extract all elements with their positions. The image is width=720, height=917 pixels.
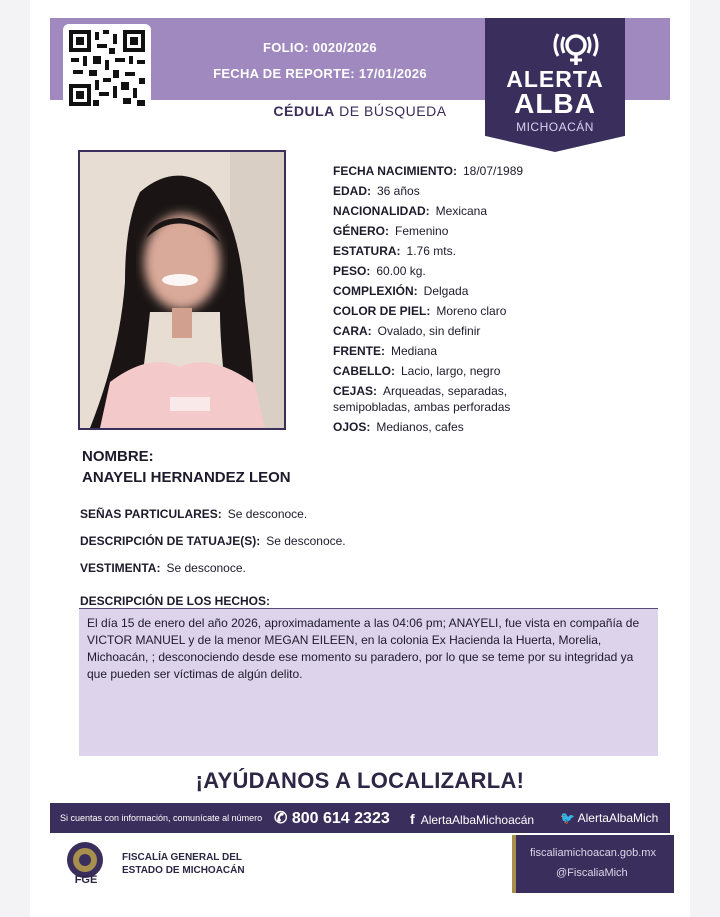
detail-value: Lacio, largo, negro — [401, 364, 501, 378]
facebook-icon: f — [410, 811, 415, 827]
website-link[interactable]: fiscaliamichoacan.gob.mx — [530, 847, 656, 859]
contact-bar — [50, 803, 670, 833]
detail-value: 1.76 mts. — [406, 244, 456, 258]
detail-label: CABELLO: — [333, 364, 395, 378]
help-heading: ¡AYÚDANOS A LOCALIZARLA! — [195, 768, 525, 793]
detail-label: ESTATURA: — [333, 244, 401, 258]
detail-label: EDAD: — [333, 184, 371, 198]
fiscalia-line1: FISCALÍA GENERAL DEL — [122, 852, 243, 863]
detail-value-continued: semipobladas, ambas perforadas — [333, 400, 511, 414]
clothing-value: Se desconoce. — [166, 561, 246, 575]
detail-label: OJOS: — [333, 420, 371, 434]
detail-row — [333, 384, 507, 398]
detail-label: NACIONALIDAD: — [333, 204, 430, 218]
phone-value: 800 614 2323 — [291, 810, 390, 827]
detail-value: Ovalado, sin definir — [377, 324, 481, 338]
clothing-label: VESTIMENTA: — [80, 561, 161, 575]
clothing-row — [80, 561, 246, 575]
detail-value: Arqueadas, separadas, — [383, 384, 508, 398]
document-type — [250, 103, 470, 119]
detail-value: 60.00 kg. — [376, 264, 426, 278]
detail-row — [333, 264, 426, 278]
detail-label: CEJAS: — [333, 384, 378, 398]
senas-row — [80, 507, 307, 521]
footer-right — [512, 835, 674, 893]
detail-row — [333, 224, 448, 238]
twitter-handle: AlertaAlbaMich — [577, 811, 659, 825]
detail-value: Medianos, cafes — [376, 420, 464, 434]
detail-row — [333, 184, 420, 198]
detail-label: COMPLEXIÓN: — [333, 284, 418, 298]
detail-value: Delgada — [423, 284, 469, 298]
detail-row — [333, 324, 480, 338]
detail-value: 36 años — [377, 184, 420, 198]
senas-label: SEÑAS PARTICULARES: — [80, 507, 222, 521]
twitter-link[interactable] — [560, 811, 658, 825]
badge-state: MICHOACÁN — [516, 120, 594, 134]
detail-label: GÉNERO: — [333, 224, 390, 238]
detail-row — [333, 164, 523, 178]
person-name: ANAYELI HERNANDEZ LEON — [82, 469, 291, 486]
facebook-handle: AlertaAlbaMichoacán — [420, 813, 535, 827]
detail-row — [333, 364, 500, 378]
events-description: El día 15 de enero del año 2026, aproximadamente a las 04:06 pm; ANAYELI, fue vista en compañía de VICTOR MANUEL y de la menor MEGAN EILEEN, en la colonia Ex Hacienda la Huerta, Morelia, Michoacán, ; desconociendo desde ese momento su paradero, por lo que se teme por su integridad ya que pueden ser víctimas de algún delito. — [79, 608, 658, 756]
detail-row — [333, 344, 437, 358]
name-label: NOMBRE: — [82, 448, 154, 465]
fge-label: FGE — [74, 874, 98, 886]
cedula-rest: DE BÚSQUEDA — [334, 103, 447, 119]
qr-code-icon[interactable] — [63, 24, 151, 112]
detail-label: PESO: — [333, 264, 371, 278]
senas-value: Se desconoce. — [227, 507, 308, 521]
social-handle[interactable]: @FiscaliaMich — [556, 867, 628, 879]
tattoo-label: DESCRIPCIÓN DE TATUAJE(S): — [80, 534, 261, 548]
detail-label: FECHA NACIMIENTO: — [333, 164, 457, 178]
phone-icon: ✆ — [274, 810, 288, 827]
detail-row — [333, 304, 506, 318]
detail-row — [333, 244, 456, 258]
detail-value: Mexicana — [435, 204, 488, 218]
detail-label: CARA: — [333, 324, 372, 338]
detail-row — [333, 420, 464, 434]
tattoo-value: Se desconoce. — [266, 534, 346, 548]
missing-person-photo — [78, 150, 286, 430]
detail-row — [333, 284, 468, 298]
detail-value: 18/07/1989 — [463, 164, 524, 178]
report-date: FECHA DE REPORTE: 17/01/2026 — [213, 66, 427, 81]
fiscalia-line2: ESTADO DE MICHOACÁN — [122, 865, 245, 876]
detail-value: Femenino — [395, 224, 449, 238]
detail-label: FRENTE: — [333, 344, 385, 358]
cedula-bold: CÉDULA — [273, 103, 335, 119]
badge-alerta: ALERTA — [506, 66, 604, 92]
detail-value: Moreno claro — [436, 304, 507, 318]
detail-value: Mediana — [391, 344, 438, 358]
detail-label: COLOR DE PIEL: — [333, 304, 431, 318]
facebook-link[interactable] — [410, 811, 534, 827]
folio: FOLIO: 0020/2026 — [263, 40, 377, 55]
fiscalia-name — [122, 851, 245, 877]
contact-intro: Si cuentas con información, comunícate al número — [60, 813, 263, 823]
phone-number[interactable] — [274, 808, 390, 828]
twitter-icon: 🐦 — [560, 811, 575, 825]
tattoo-row — [80, 534, 346, 548]
detail-row — [333, 204, 487, 218]
events-label: DESCRIPCIÓN DE LOS HECHOS: — [80, 594, 271, 608]
badge-alba: ALBA — [514, 88, 596, 119]
alert-woman-icon — [550, 28, 602, 66]
footer-left — [50, 835, 505, 893]
